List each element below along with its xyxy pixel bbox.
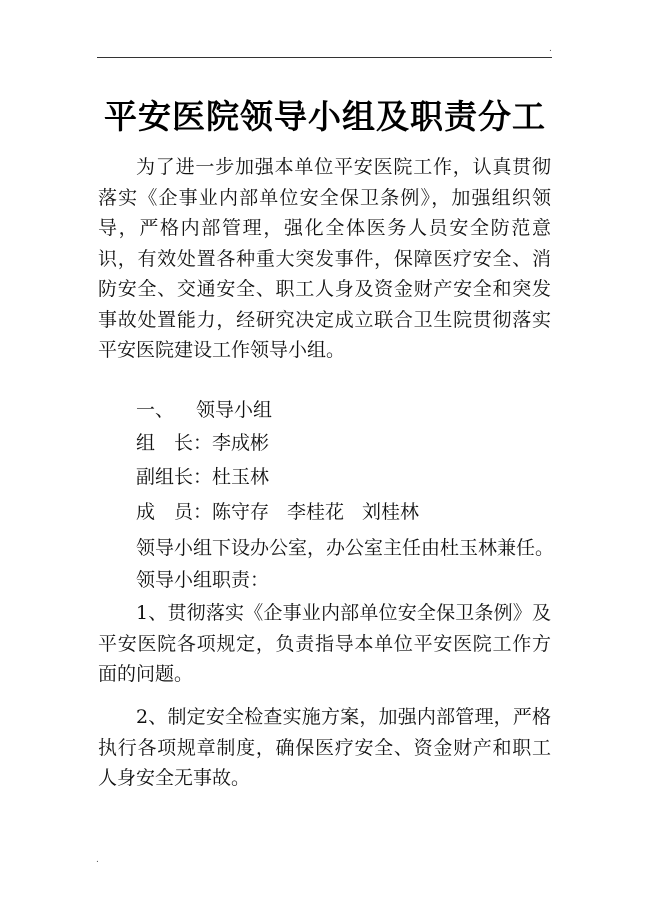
intro-paragraph: 为了进一步加强本单位平安医院工作，认真贯彻落实《企事业内部单位安全保卫条例》，加强组织领导，严格内部管理，强化全体医务人员安全防范意识，有效处置各种重大突发事件，保障医疗安全、消防安全、交通安全、职工人身及资金财产安全和突发事故处置能力，经研究决定成立联合卫生院贯彻落实平安医院建设工作领导小组。 (98, 156, 551, 361)
duties-heading: 领导小组职责： (136, 569, 270, 591)
footer-mark: . (96, 855, 99, 865)
members-line (136, 497, 419, 527)
office-note: 领导小组下设办公室，办公室主任由杜玉林兼任。 (136, 537, 555, 559)
leader-name: 李成彬 (212, 432, 270, 454)
leader-line (136, 428, 269, 458)
header-mark: . (549, 44, 552, 54)
section-title: 领导小组 (196, 399, 273, 421)
duty-item: 1、贯彻落实《企事业内部单位安全保卫条例》及平安医院各项规定，负责指导本单位平安医院工作方面的问题。 (98, 602, 551, 685)
section-heading (136, 395, 272, 425)
section-number: 一、 (136, 399, 175, 421)
member-name: 刘桂林 (362, 501, 420, 523)
deputy-label: 副组长： (136, 466, 213, 488)
leader-label: 组 长： (136, 432, 213, 454)
page-title: 平安医院领导小组及职责分工 (104, 97, 546, 136)
deputy-name: 杜玉林 (212, 466, 270, 488)
members-label: 成 员： (136, 501, 213, 523)
duty-item: 2、制定安全检查实施方案，加强内部管理，严格执行各项规章制度，确保医疗安全、资金财产和职工人身安全无事故。 (98, 706, 551, 789)
deputy-line (136, 462, 269, 492)
member-name: 陈守存 (212, 501, 270, 523)
header-rule (97, 57, 552, 58)
member-name: 李桂花 (287, 501, 345, 523)
